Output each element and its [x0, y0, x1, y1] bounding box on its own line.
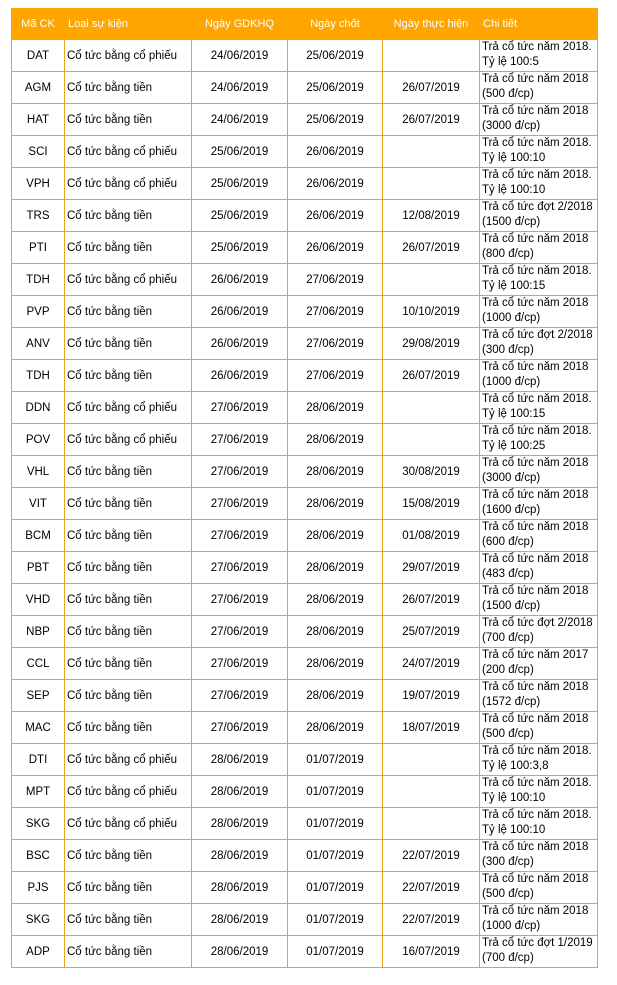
cell-record-date: 28/06/2019	[288, 424, 383, 456]
detail-line: Tỷ lệ 100:3,8	[482, 760, 549, 772]
cell-record-date: 01/07/2019	[288, 872, 383, 904]
cell-detail	[480, 712, 598, 744]
cell-record-date: 01/07/2019	[288, 936, 383, 968]
detail-line: Trả cổ tức năm 2018.	[482, 265, 592, 277]
table-row	[12, 456, 598, 488]
table-row	[12, 104, 598, 136]
cell-record-date: 01/07/2019	[288, 840, 383, 872]
cell-code: PVP	[12, 296, 65, 328]
cell-exec-date: 26/07/2019	[383, 72, 480, 104]
cell-record-date: 28/06/2019	[288, 392, 383, 424]
cell-detail	[480, 680, 598, 712]
cell-code: AGM	[12, 72, 65, 104]
detail-line: Trả cổ tức năm 2018	[482, 905, 589, 917]
cell-code: HAT	[12, 104, 65, 136]
table-row	[12, 40, 598, 72]
cell-code: TRS	[12, 200, 65, 232]
cell-event-type: Cổ tức bằng tiền	[65, 872, 192, 904]
cell-event-type: Cổ tức bằng tiền	[65, 904, 192, 936]
table-row	[12, 136, 598, 168]
detail-line: (200 đ/cp)	[482, 664, 534, 676]
detail-line: Trả cổ tức năm 2018.	[482, 393, 592, 405]
detail-line: (700 đ/cp)	[482, 632, 534, 644]
cell-record-date: 25/06/2019	[288, 104, 383, 136]
cell-ex-date: 28/06/2019	[192, 840, 288, 872]
cell-exec-date	[383, 136, 480, 168]
cell-ex-date: 28/06/2019	[192, 872, 288, 904]
cell-ex-date: 28/06/2019	[192, 744, 288, 776]
header-ex-date: Ngày GDKHQ	[192, 9, 288, 40]
cell-code: MPT	[12, 776, 65, 808]
cell-ex-date: 24/06/2019	[192, 72, 288, 104]
detail-line: Trả cổ tức năm 2018	[482, 105, 589, 117]
cell-code: DAT	[12, 40, 65, 72]
cell-record-date: 28/06/2019	[288, 584, 383, 616]
cell-event-type: Cổ tức bằng cổ phiếu	[65, 40, 192, 72]
cell-detail	[480, 104, 598, 136]
table-row	[12, 936, 598, 968]
table-row	[12, 328, 598, 360]
cell-code: BSC	[12, 840, 65, 872]
cell-detail	[480, 776, 598, 808]
cell-exec-date: 22/07/2019	[383, 840, 480, 872]
detail-line: (500 đ/cp)	[482, 88, 534, 100]
header-record-date: Ngày chốt	[288, 9, 383, 40]
detail-line: Trả cổ tức năm 2018	[482, 233, 589, 245]
detail-line: Trả cổ tức năm 2018	[482, 841, 589, 853]
cell-record-date: 26/06/2019	[288, 136, 383, 168]
detail-line: Trả cổ tức đợt 2/2018	[482, 201, 593, 213]
detail-line: (1000 đ/cp)	[482, 376, 541, 388]
detail-line: Trả cổ tức năm 2018	[482, 521, 589, 533]
cell-exec-date: 01/08/2019	[383, 520, 480, 552]
cell-exec-date: 26/07/2019	[383, 584, 480, 616]
detail-line: (3000 đ/cp)	[482, 120, 541, 132]
cell-exec-date: 26/07/2019	[383, 104, 480, 136]
detail-line: Trả cổ tức năm 2018	[482, 681, 589, 693]
detail-line: Trả cổ tức đợt 1/2019	[482, 937, 593, 949]
detail-line: (483 đ/cp)	[482, 568, 534, 580]
cell-ex-date: 27/06/2019	[192, 456, 288, 488]
detail-line: Trả cổ tức năm 2018	[482, 361, 589, 373]
cell-record-date: 01/07/2019	[288, 808, 383, 840]
cell-record-date: 28/06/2019	[288, 616, 383, 648]
detail-line: Tỷ lệ 100:10	[482, 792, 546, 804]
detail-line: Tỷ lệ 100:10	[482, 152, 546, 164]
cell-event-type: Cổ tức bằng tiền	[65, 488, 192, 520]
cell-code: BCM	[12, 520, 65, 552]
cell-detail	[480, 520, 598, 552]
cell-detail	[480, 808, 598, 840]
detail-line: (700 đ/cp)	[482, 952, 534, 964]
cell-event-type: Cổ tức bằng tiền	[65, 456, 192, 488]
cell-event-type: Cổ tức bằng cổ phiếu	[65, 136, 192, 168]
cell-ex-date: 27/06/2019	[192, 424, 288, 456]
table-row	[12, 360, 598, 392]
cell-event-type: Cổ tức bằng cổ phiếu	[65, 744, 192, 776]
cell-detail	[480, 232, 598, 264]
table-header-row	[12, 9, 598, 40]
cell-detail	[480, 840, 598, 872]
table-row	[12, 584, 598, 616]
cell-record-date: 28/06/2019	[288, 456, 383, 488]
cell-exec-date: 22/07/2019	[383, 872, 480, 904]
detail-line: (1500 đ/cp)	[482, 216, 541, 228]
cell-record-date: 26/06/2019	[288, 232, 383, 264]
cell-event-type: Cổ tức bằng tiền	[65, 200, 192, 232]
cell-exec-date	[383, 808, 480, 840]
dividend-events-table	[11, 8, 598, 968]
header-event-type: Loại sự kiện	[65, 9, 192, 40]
cell-code: DDN	[12, 392, 65, 424]
cell-record-date: 01/07/2019	[288, 744, 383, 776]
cell-event-type: Cổ tức bằng cổ phiếu	[65, 424, 192, 456]
table-row	[12, 776, 598, 808]
table-row	[12, 168, 598, 200]
detail-line: Trả cổ tức năm 2018	[482, 585, 589, 597]
cell-exec-date: 26/07/2019	[383, 360, 480, 392]
cell-record-date: 01/07/2019	[288, 776, 383, 808]
detail-line: (800 đ/cp)	[482, 248, 534, 260]
cell-event-type: Cổ tức bằng tiền	[65, 584, 192, 616]
cell-code: SCI	[12, 136, 65, 168]
cell-detail	[480, 296, 598, 328]
cell-detail	[480, 328, 598, 360]
detail-line: (1000 đ/cp)	[482, 920, 541, 932]
cell-code: PBT	[12, 552, 65, 584]
detail-line: Trả cổ tức đợt 2/2018	[482, 617, 593, 629]
cell-code: ANV	[12, 328, 65, 360]
detail-line: Trả cổ tức năm 2018.	[482, 777, 592, 789]
cell-exec-date	[383, 40, 480, 72]
cell-ex-date: 24/06/2019	[192, 40, 288, 72]
detail-line: Trả cổ tức năm 2018.	[482, 425, 592, 437]
cell-record-date: 25/06/2019	[288, 72, 383, 104]
detail-line: Trả cổ tức năm 2018	[482, 73, 589, 85]
cell-ex-date: 25/06/2019	[192, 136, 288, 168]
cell-detail	[480, 360, 598, 392]
table-row	[12, 552, 598, 584]
detail-line: (600 đ/cp)	[482, 536, 534, 548]
cell-record-date: 26/06/2019	[288, 168, 383, 200]
table-row	[12, 72, 598, 104]
cell-exec-date: 16/07/2019	[383, 936, 480, 968]
cell-detail	[480, 616, 598, 648]
cell-ex-date: 28/06/2019	[192, 776, 288, 808]
cell-detail	[480, 872, 598, 904]
table-row	[12, 648, 598, 680]
cell-event-type: Cổ tức bằng tiền	[65, 840, 192, 872]
cell-code: SKG	[12, 904, 65, 936]
detail-line: Trả cổ tức đợt 2/2018	[482, 329, 593, 341]
cell-record-date: 26/06/2019	[288, 200, 383, 232]
cell-detail	[480, 264, 598, 296]
detail-line: (500 đ/cp)	[482, 728, 534, 740]
cell-event-type: Cổ tức bằng cổ phiếu	[65, 808, 192, 840]
detail-line: Tỷ lệ 100:10	[482, 184, 546, 196]
table-row	[12, 712, 598, 744]
detail-line: (300 đ/cp)	[482, 344, 534, 356]
cell-ex-date: 28/06/2019	[192, 936, 288, 968]
cell-exec-date	[383, 424, 480, 456]
cell-event-type: Cổ tức bằng tiền	[65, 648, 192, 680]
cell-code: SKG	[12, 808, 65, 840]
cell-event-type: Cổ tức bằng tiền	[65, 680, 192, 712]
detail-line: Trả cổ tức năm 2018	[482, 457, 589, 469]
cell-code: TDH	[12, 360, 65, 392]
cell-code: TDH	[12, 264, 65, 296]
detail-line: Trả cổ tức năm 2018	[482, 713, 589, 725]
cell-ex-date: 25/06/2019	[192, 232, 288, 264]
cell-record-date: 28/06/2019	[288, 712, 383, 744]
cell-detail	[480, 456, 598, 488]
cell-detail	[480, 936, 598, 968]
cell-ex-date: 27/06/2019	[192, 552, 288, 584]
table-row	[12, 616, 598, 648]
cell-exec-date: 18/07/2019	[383, 712, 480, 744]
cell-event-type: Cổ tức bằng tiền	[65, 712, 192, 744]
detail-line: Tỷ lệ 100:10	[482, 824, 546, 836]
cell-code: CCL	[12, 648, 65, 680]
cell-detail	[480, 200, 598, 232]
cell-code: VHD	[12, 584, 65, 616]
cell-code: MAC	[12, 712, 65, 744]
cell-ex-date: 26/06/2019	[192, 296, 288, 328]
table-row	[12, 840, 598, 872]
table-row	[12, 520, 598, 552]
cell-event-type: Cổ tức bằng tiền	[65, 936, 192, 968]
detail-line: Tỷ lệ 100:25	[482, 440, 546, 452]
cell-ex-date: 26/06/2019	[192, 264, 288, 296]
cell-event-type: Cổ tức bằng cổ phiếu	[65, 264, 192, 296]
cell-event-type: Cổ tức bằng tiền	[65, 296, 192, 328]
detail-line: (1572 đ/cp)	[482, 696, 541, 708]
detail-line: Trả cổ tức năm 2018.	[482, 745, 592, 757]
cell-ex-date: 26/06/2019	[192, 328, 288, 360]
cell-exec-date: 12/08/2019	[383, 200, 480, 232]
detail-line: Trả cổ tức năm 2018.	[482, 41, 592, 53]
cell-code: PJS	[12, 872, 65, 904]
cell-ex-date: 27/06/2019	[192, 392, 288, 424]
cell-ex-date: 27/06/2019	[192, 648, 288, 680]
detail-line: Trả cổ tức năm 2018.	[482, 137, 592, 149]
cell-record-date: 28/06/2019	[288, 552, 383, 584]
cell-event-type: Cổ tức bằng tiền	[65, 360, 192, 392]
cell-event-type: Cổ tức bằng cổ phiếu	[65, 776, 192, 808]
table-row	[12, 200, 598, 232]
detail-line: Trả cổ tức năm 2018	[482, 873, 589, 885]
cell-detail	[480, 488, 598, 520]
cell-ex-date: 27/06/2019	[192, 488, 288, 520]
cell-event-type: Cổ tức bằng tiền	[65, 552, 192, 584]
cell-code: SEP	[12, 680, 65, 712]
cell-exec-date	[383, 168, 480, 200]
cell-ex-date: 27/06/2019	[192, 520, 288, 552]
cell-event-type: Cổ tức bằng tiền	[65, 616, 192, 648]
detail-line: (300 đ/cp)	[482, 856, 534, 868]
cell-event-type: Cổ tức bằng tiền	[65, 520, 192, 552]
cell-detail	[480, 424, 598, 456]
cell-exec-date: 30/08/2019	[383, 456, 480, 488]
cell-exec-date: 15/08/2019	[383, 488, 480, 520]
cell-ex-date: 27/06/2019	[192, 680, 288, 712]
cell-ex-date: 27/06/2019	[192, 584, 288, 616]
cell-ex-date: 26/06/2019	[192, 360, 288, 392]
detail-line: Trả cổ tức năm 2018.	[482, 809, 592, 821]
header-exec-date: Ngày thực hiện	[383, 9, 480, 40]
cell-ex-date: 28/06/2019	[192, 808, 288, 840]
cell-ex-date: 24/06/2019	[192, 104, 288, 136]
cell-record-date: 28/06/2019	[288, 680, 383, 712]
cell-exec-date: 22/07/2019	[383, 904, 480, 936]
cell-record-date: 27/06/2019	[288, 360, 383, 392]
cell-exec-date: 26/07/2019	[383, 232, 480, 264]
detail-line: (1500 đ/cp)	[482, 600, 541, 612]
detail-line: Trả cổ tức năm 2018	[482, 489, 589, 501]
table-row	[12, 872, 598, 904]
cell-record-date: 28/06/2019	[288, 488, 383, 520]
cell-code: POV	[12, 424, 65, 456]
cell-code: NBP	[12, 616, 65, 648]
cell-detail	[480, 72, 598, 104]
detail-line: Trả cổ tức năm 2017	[482, 649, 589, 661]
cell-code: VIT	[12, 488, 65, 520]
cell-ex-date: 27/06/2019	[192, 712, 288, 744]
cell-exec-date: 10/10/2019	[383, 296, 480, 328]
cell-record-date: 28/06/2019	[288, 648, 383, 680]
cell-code: PTI	[12, 232, 65, 264]
table-row	[12, 296, 598, 328]
cell-detail	[480, 40, 598, 72]
cell-detail	[480, 584, 598, 616]
cell-event-type: Cổ tức bằng tiền	[65, 104, 192, 136]
cell-event-type: Cổ tức bằng tiền	[65, 328, 192, 360]
detail-line: Trả cổ tức năm 2018	[482, 553, 589, 565]
cell-exec-date	[383, 776, 480, 808]
header-code: Mã CK	[12, 9, 65, 40]
detail-line: Trả cổ tức năm 2018	[482, 297, 589, 309]
cell-exec-date: 29/08/2019	[383, 328, 480, 360]
cell-exec-date: 19/07/2019	[383, 680, 480, 712]
cell-record-date: 25/06/2019	[288, 40, 383, 72]
table-row	[12, 392, 598, 424]
cell-code: DTI	[12, 744, 65, 776]
header-detail: Chi tiết	[480, 9, 598, 40]
cell-exec-date: 25/07/2019	[383, 616, 480, 648]
cell-detail	[480, 552, 598, 584]
cell-ex-date: 25/06/2019	[192, 200, 288, 232]
cell-record-date: 27/06/2019	[288, 264, 383, 296]
detail-line: Tỷ lệ 100:5	[482, 56, 539, 68]
cell-ex-date: 25/06/2019	[192, 168, 288, 200]
cell-exec-date	[383, 264, 480, 296]
table-row	[12, 744, 598, 776]
table-row	[12, 232, 598, 264]
detail-line: Tỷ lệ 100:15	[482, 408, 546, 420]
cell-event-type: Cổ tức bằng tiền	[65, 232, 192, 264]
cell-code: ADP	[12, 936, 65, 968]
detail-line: (3000 đ/cp)	[482, 472, 541, 484]
detail-line: (500 đ/cp)	[482, 888, 534, 900]
cell-exec-date: 29/07/2019	[383, 552, 480, 584]
cell-record-date: 27/06/2019	[288, 328, 383, 360]
detail-line: Trả cổ tức năm 2018.	[482, 169, 592, 181]
cell-exec-date	[383, 392, 480, 424]
cell-exec-date	[383, 744, 480, 776]
table-row	[12, 680, 598, 712]
table-row	[12, 808, 598, 840]
cell-event-type: Cổ tức bằng tiền	[65, 72, 192, 104]
cell-record-date: 28/06/2019	[288, 520, 383, 552]
cell-detail	[480, 904, 598, 936]
detail-line: Tỷ lệ 100:15	[482, 280, 546, 292]
detail-line: (1000 đ/cp)	[482, 312, 541, 324]
cell-ex-date: 28/06/2019	[192, 904, 288, 936]
table-row	[12, 424, 598, 456]
cell-code: VPH	[12, 168, 65, 200]
cell-detail	[480, 744, 598, 776]
cell-ex-date: 27/06/2019	[192, 616, 288, 648]
cell-code: VHL	[12, 456, 65, 488]
cell-detail	[480, 136, 598, 168]
cell-record-date: 01/07/2019	[288, 904, 383, 936]
cell-event-type: Cổ tức bằng cổ phiếu	[65, 392, 192, 424]
table-row	[12, 904, 598, 936]
table-row	[12, 264, 598, 296]
cell-event-type: Cổ tức bằng cổ phiếu	[65, 168, 192, 200]
table-row	[12, 488, 598, 520]
cell-detail	[480, 392, 598, 424]
cell-exec-date: 24/07/2019	[383, 648, 480, 680]
cell-record-date: 27/06/2019	[288, 296, 383, 328]
cell-detail	[480, 168, 598, 200]
cell-detail	[480, 648, 598, 680]
detail-line: (1600 đ/cp)	[482, 504, 541, 516]
